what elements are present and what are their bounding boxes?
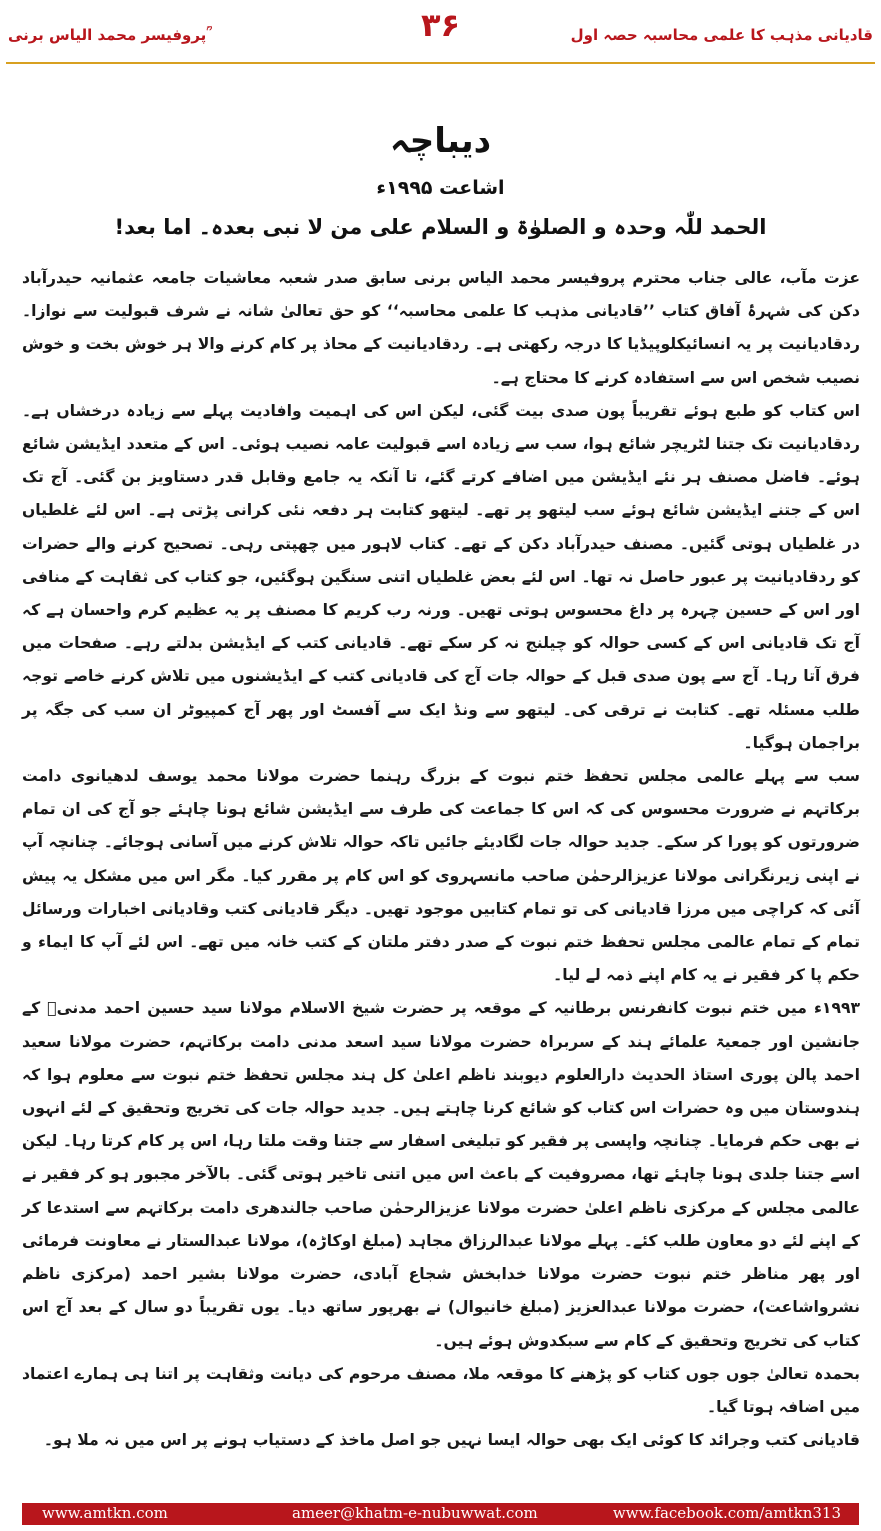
header-divider <box>6 62 875 64</box>
paragraph-2: اس کتاب کو طبع ہوئے تقریباً پون صدی بیت گئی، لیکن اس کی اہمیت وافادیت پہلے سے زیادہ درخشاں ہے۔ ردقادیانیت تک جتنا لٹریچر شائع ہوا، سب سے زیادہ اسے قبولیت عامہ نصیب ہوئی۔ اس کے متعدد ایڈیشن شائع ہوئے۔ فاضل مصنف ہر نئے ایڈیشن میں اضافے کرتے گئے، تا آنکہ یہ جامع وقابل قدر دستاویز بن گئی۔ آج تک اس کے جتنے ایڈیشن شائع ہوئے سب لیتھو پر تھے۔ لیتھو کتابت ہر دفعہ نئی کرانی پڑتی ہے۔ اس لئے غلطیاں در غلطیاں ہوتی گئیں۔ مصنف حیدرآباد دکن کے تھے۔ کتاب لاہور میں چھپتی رہی۔ تصحیح کرنے والے حضرات کو ردقادیانیت پر عبور حاصل نہ تھا۔ اس لئے بعض غلطیاں اتنی سنگین ہوگئیں، جو کتاب کی ثقاہت کے منافی اور اس کے حسین چہرہ پر داغ محسوس ہوتی تھیں۔ ورنہ رب کریم کا مصنف پر یہ عظیم کرم واحسان ہے کہ آج تک قادیانی اس کے کسی حوالہ کو چیلنج نہ کر سکے تھے۔ قادیانی کتب کے ایڈیشن بدلتے رہے۔ صفحات میں فرق آتا رہا۔ آج سے پون صدی قبل کے حوالہ جات آج کی قادیانی کتب کے ایڈیشنوں میں تلاش کرنے خاصے توجہ طلب مسئلہ تھے۔ کتابت نے ترقی کی۔ لیتھو سے ونڈ ایک سے آفسٹ اور پھر آج کمپیوٹر ان سب کی جگہ پر براجمان ہوگیا۔ <box>22 401 860 752</box>
page-header <box>0 0 881 66</box>
body-text <box>22 262 860 1457</box>
page-footer <box>22 1503 859 1525</box>
paragraph-5: بحمدہ تعالیٰ جوں جوں کتاب کو پڑھنے کا موقعہ ملا، مصنف مرحوم کی دیانت وثقاہت پر اتنا ہی ہمارے اعتماد میں اضافہ ہوتا گیا۔ <box>22 1364 860 1416</box>
edition-line: اشاعت ۱۹۹۵ء <box>376 177 505 199</box>
paragraph-1: عزت مآب، عالی جناب محترم پروفیسر محمد الیاس برنی سابق صدر شعبہ معاشیات جامعہ عثمانیہ حیدرآباد دکن کی شہرۂ آفاق کتاب ’’قادیانی مذہب کا علمی محاسبہ‘‘ کو حق تعالیٰ شانہ نے شرف قبولیت سے نوازا۔ ردقادیانیت پر یہ انسائیکلوپیڈیا کا درجہ رکھتی ہے۔ ردقادیانیت کے محاذ پر کام کرنے والا ہر خوش بخت و خوش نصیب شخص اس سے استفادہ کرنے کا محتاج ہے۔ <box>22 269 860 387</box>
paragraph-3: سب سے پہلے عالمی مجلس تحفظ ختم نبوت کے بزرگ رہنما حضرت مولانا محمد یوسف لدھیانوی دامت برکاتہم نے ضرورت محسوس کی کہ اس کا جماعت کی طرف سے ایڈیشن شائع ہونا چاہئے جو آج کی ان تمام ضرورتوں کو پورا کر سکے۔ جدید حوالہ جات لگادیئے جائیں تاکہ حوالہ تلاش کرنے میں آسانی ہوجائے۔ چنانچہ آپ نے اپنی زیرنگرانی مولانا عزیزالرحمٰن صاحب مانسہروی کو اس کام پر مقرر کیا۔ مگر اس میں مشکل یہ پیش آئی کہ کراچی میں مرزا قادیانی کی تو تمام کتابیں موجود تھیں۔ دیگر قادیانی کتب وقادیانی اخبارات ورسائل تمام کے تمام عالمی مجلس تحفظ ختم نبوت کے صدر دفتر ملتان کے کتب خانہ میں تھے۔ اس لئے آپ کا ایماء و حکم پا کر فقیر نے یہ کام اپنے ذمہ لے لیا۔ <box>22 767 860 985</box>
facebook-link[interactable]: www.facebook.com/amtkn313 <box>612 1504 841 1522</box>
page-number: ۳۶ <box>420 6 461 44</box>
website-link[interactable]: www.amtkn.com <box>42 1504 168 1522</box>
page-title: دیباچہ <box>389 121 492 161</box>
book-title: قادیانی مذہب کا علمی محاسبہ حصہ اول <box>570 26 873 44</box>
author-name: پروفیسر محمد الیاس برنی ؒ <box>8 26 211 44</box>
email-link[interactable]: ameer@khatm-e-nubuwwat.com <box>292 1504 538 1522</box>
invocation-line: الحمد للّٰہ وحدہ و الصلوٰۃ و السلام علی من لا نبی بعدہ۔ اما بعد! <box>114 215 767 239</box>
paragraph-4: ۱۹۹۳ء میں ختم نبوت کانفرنس برطانیہ کے موقعہ پر حضرت شیخ الاسلام مولانا سید حسین احمد مدنیؒ کے جانشین اور جمعیۃ علمائے ہند کے سربراہ حضرت مولانا سید اسعد مدنی دامت برکاتہم، حضرت مولانا سعید احمد پالن پوری استاذ الحدیث دارالعلوم دیوبند ناظم اعلیٰ کل ہند مجلس تحفظ ختم نبوت سے معلوم ہوا کہ ہندوستان میں وہ حضرات اس کتاب کو شائع کرنا چاہتے ہیں۔ جدید حوالہ جات کی تخریج وتحقیق کے لئے انہوں نے بھی حکم فرمایا۔ چنانچہ واپسی پر فقیر کو تبلیغی اسفار سے جتنا وقت ملتا رہا، اس پر کام کرتا رہا۔ لیکن اسے جتنا جلدی ہونا چاہئے تھا، مصروفیت کے باعث اس میں اتنی تاخیر ہوتی گئی۔ بالآخر مجبور ہو کر فقیر نے عالمی مجلس کے مرکزی ناظم اعلیٰ حضرت مولانا عزیزالرحمٰن صاحب جالندھری دامت برکاتہم سے استدعا کر کے اپنے لئے دو معاون طلب کئے۔ پہلے مولانا عبدالرزاق مجاہد (مبلغ اوکاڑہ)، مولانا عبدالستار نے معاونت فرمائی اور پھر مناظر ختم نبوت حضرت مولانا خدابخش شجاع آبادی، حضرت مولانا بشیر احمد (مرکزی ناظم نشرواشاعت)، حضرت مولانا عبدالعزیز (مبلغ خانیوال) نے بھرپور ساتھ دیا۔ یوں تقریباً دو سال کے بعد آج اس کتاب کی تخریج وتحقیق کے کام سے سبکدوش ہوئے ہیں۔ <box>22 999 860 1350</box>
paragraph-6: قادیانی کتب وجرائد کا کوئی ایک بھی حوالہ ایسا نہیں جو اصل ماخذ کے دستیاب ہونے پر اس میں نہ ملا ہو۔ <box>43 1431 860 1450</box>
